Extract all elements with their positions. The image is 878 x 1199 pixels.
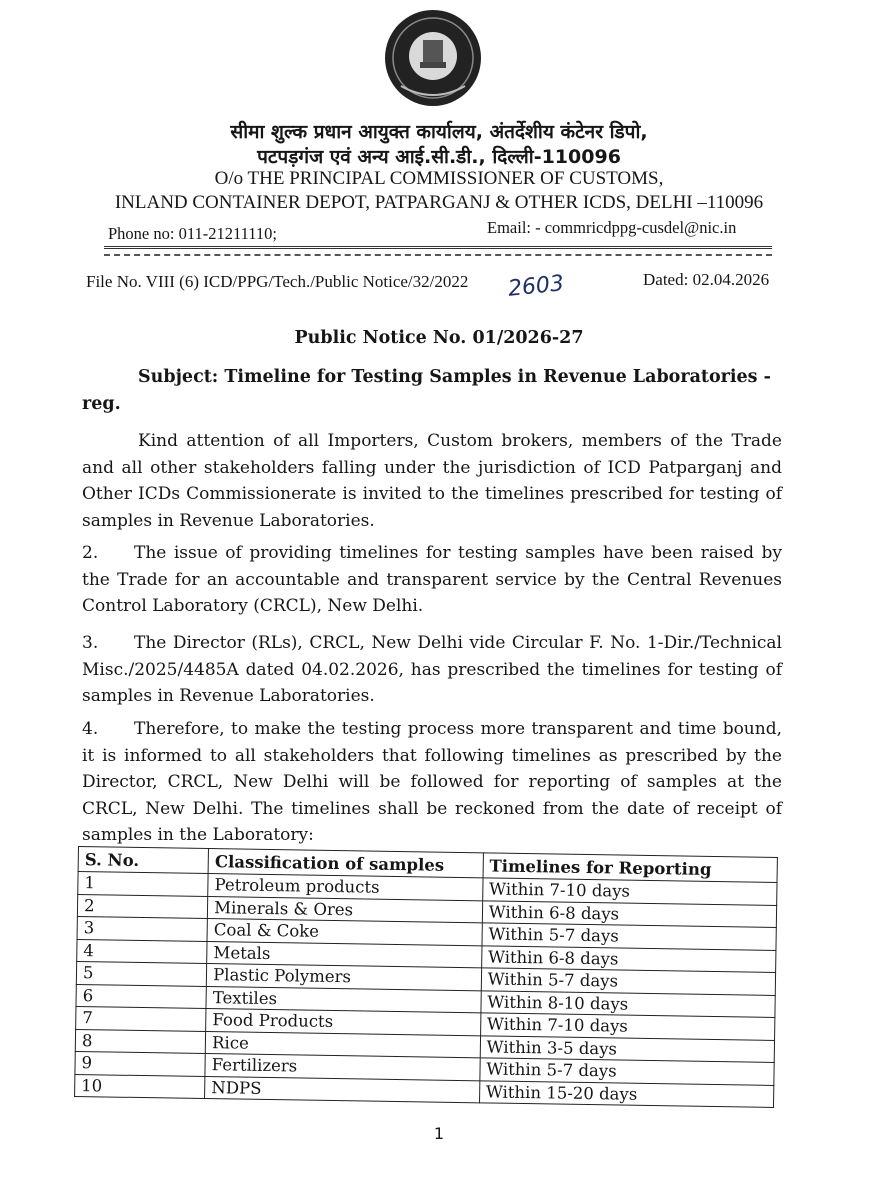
paragraph-4-text: Therefore, to make the testing process more transparent and time bound, it is informed to all stakeholders that following timelines as prescribed by the Director, CRCL, New Delhi will be followed for reporting of samples at the CRCL, New Delhi. The timelines shall be reckoned from the date of receipt of samples in the Laboratory: (82, 719, 782, 845)
cell-sno: 9 (75, 1051, 206, 1076)
office-name-hindi-line2: पटपड़गंज एवं अन्य आई.सी.डी., दिल्ली-110096 (257, 146, 621, 168)
cell-sno: 10 (75, 1074, 206, 1099)
notice-subject: Subject: Timeline for Testing Samples in Revenue Laboratories - reg. (82, 367, 771, 414)
cell-sno: 2 (77, 894, 208, 919)
cell-timeline: Within 5-7 days (481, 968, 776, 995)
cell-classification: Coal & Coke (207, 919, 482, 946)
paragraph-3-number: 3. (82, 633, 99, 653)
paragraph-1 (82, 428, 782, 534)
office-name-english-line1: O/o THE PRINCIPAL COMMISSIONER OF CUSTOMS, (214, 168, 664, 189)
cell-sno: 3 (77, 916, 208, 941)
cell-timeline: Within 5-7 days (482, 923, 777, 950)
page-number: 1 (433, 1124, 445, 1143)
customs-emblem-icon (377, 6, 489, 110)
office-name-english-line2: INLAND CONTAINER DEPOT, PATPARGANJ & OTHER ICDS, DELHI –110096 (114, 192, 764, 213)
header-divider (104, 246, 772, 249)
cell-sno: 5 (76, 961, 207, 986)
paragraph-1-text: Kind attention of all Importers, Custom brokers, members of the Trade and all other stakeholders falling under the jurisdiction of ICD Patparganj and Other ICDs Commissionerate is invited to the timelines prescribed for testing of samples in Revenue Laboratories. (82, 431, 782, 531)
cell-timeline: Within 8-10 days (481, 990, 776, 1017)
cell-timeline: Within 5-7 days (480, 1058, 775, 1085)
phone-number: Phone no: 011-21211110; (108, 224, 277, 243)
office-name-hindi-line1: सीमा शुल्क प्रधान आयुक्त कार्यालय, अंतर्देशीय कंटेनर डिपो, (230, 121, 648, 143)
notice-date: Dated: 02.04.2026 (643, 270, 770, 289)
paragraph-4-number: 4. (82, 719, 99, 739)
public-notice-title: Public Notice No. 01/2026-27 (294, 328, 584, 348)
cell-classification: Fertilizers (205, 1054, 480, 1081)
header-divider-dashed (104, 254, 772, 256)
cell-classification: Rice (205, 1031, 480, 1058)
cell-classification: Food Products (206, 1009, 481, 1036)
paragraph-2-text: The issue of providing timelines for testing samples have been raised by the Trade for an accountable and transparent service by the Central Revenues Control Laboratory (CRCL), New Delhi. (82, 543, 782, 616)
cell-classification: Petroleum products (208, 874, 483, 901)
cell-timeline: Within 6-8 days (482, 900, 777, 927)
column-header-sno: S. No. (78, 847, 209, 874)
cell-timeline: Within 7-10 days (482, 878, 777, 905)
column-header-timelines: Timelines for Reporting (483, 853, 778, 883)
cell-classification: NDPS (205, 1076, 480, 1103)
cell-classification: Minerals & Ores (208, 896, 483, 923)
cell-timeline: Within 3-5 days (480, 1035, 775, 1062)
paragraph-2-number: 2. (82, 543, 99, 563)
cell-sno: 6 (76, 984, 207, 1009)
cell-sno: 1 (78, 872, 209, 897)
paragraph-2 (82, 540, 782, 620)
paragraph-3-text: The Director (RLs), CRCL, New Delhi vide Circular F. No. 1-Dir./Technical Misc./2025/4485A dated 04.02.2026, has prescribed the timelines for testing of samples in Revenue Laboratories. (82, 633, 782, 706)
cell-classification: Metals (207, 941, 482, 968)
cell-sno: 4 (77, 939, 208, 964)
cell-classification: Textiles (206, 986, 481, 1013)
cell-sno: 8 (75, 1029, 206, 1054)
cell-timeline: Within 15-20 days (479, 1080, 774, 1107)
file-number: File No. VIII (6) ICD/PPG/Tech./Public Notice/32/2022 (86, 272, 469, 291)
sample-timelines-table (74, 846, 778, 1108)
column-header-classification: Classification of samples (208, 849, 483, 878)
cell-classification: Plastic Polymers (206, 964, 481, 991)
cell-sno: 7 (76, 1006, 207, 1031)
paragraph-3 (82, 630, 782, 710)
paragraph-4 (82, 716, 782, 849)
handwritten-dispatch-number: 2603 (506, 271, 566, 302)
email-address: Email: - commricdppg-cusdel@nic.in (487, 218, 737, 237)
cell-timeline: Within 7-10 days (480, 1013, 775, 1040)
cell-timeline: Within 6-8 days (481, 945, 776, 972)
